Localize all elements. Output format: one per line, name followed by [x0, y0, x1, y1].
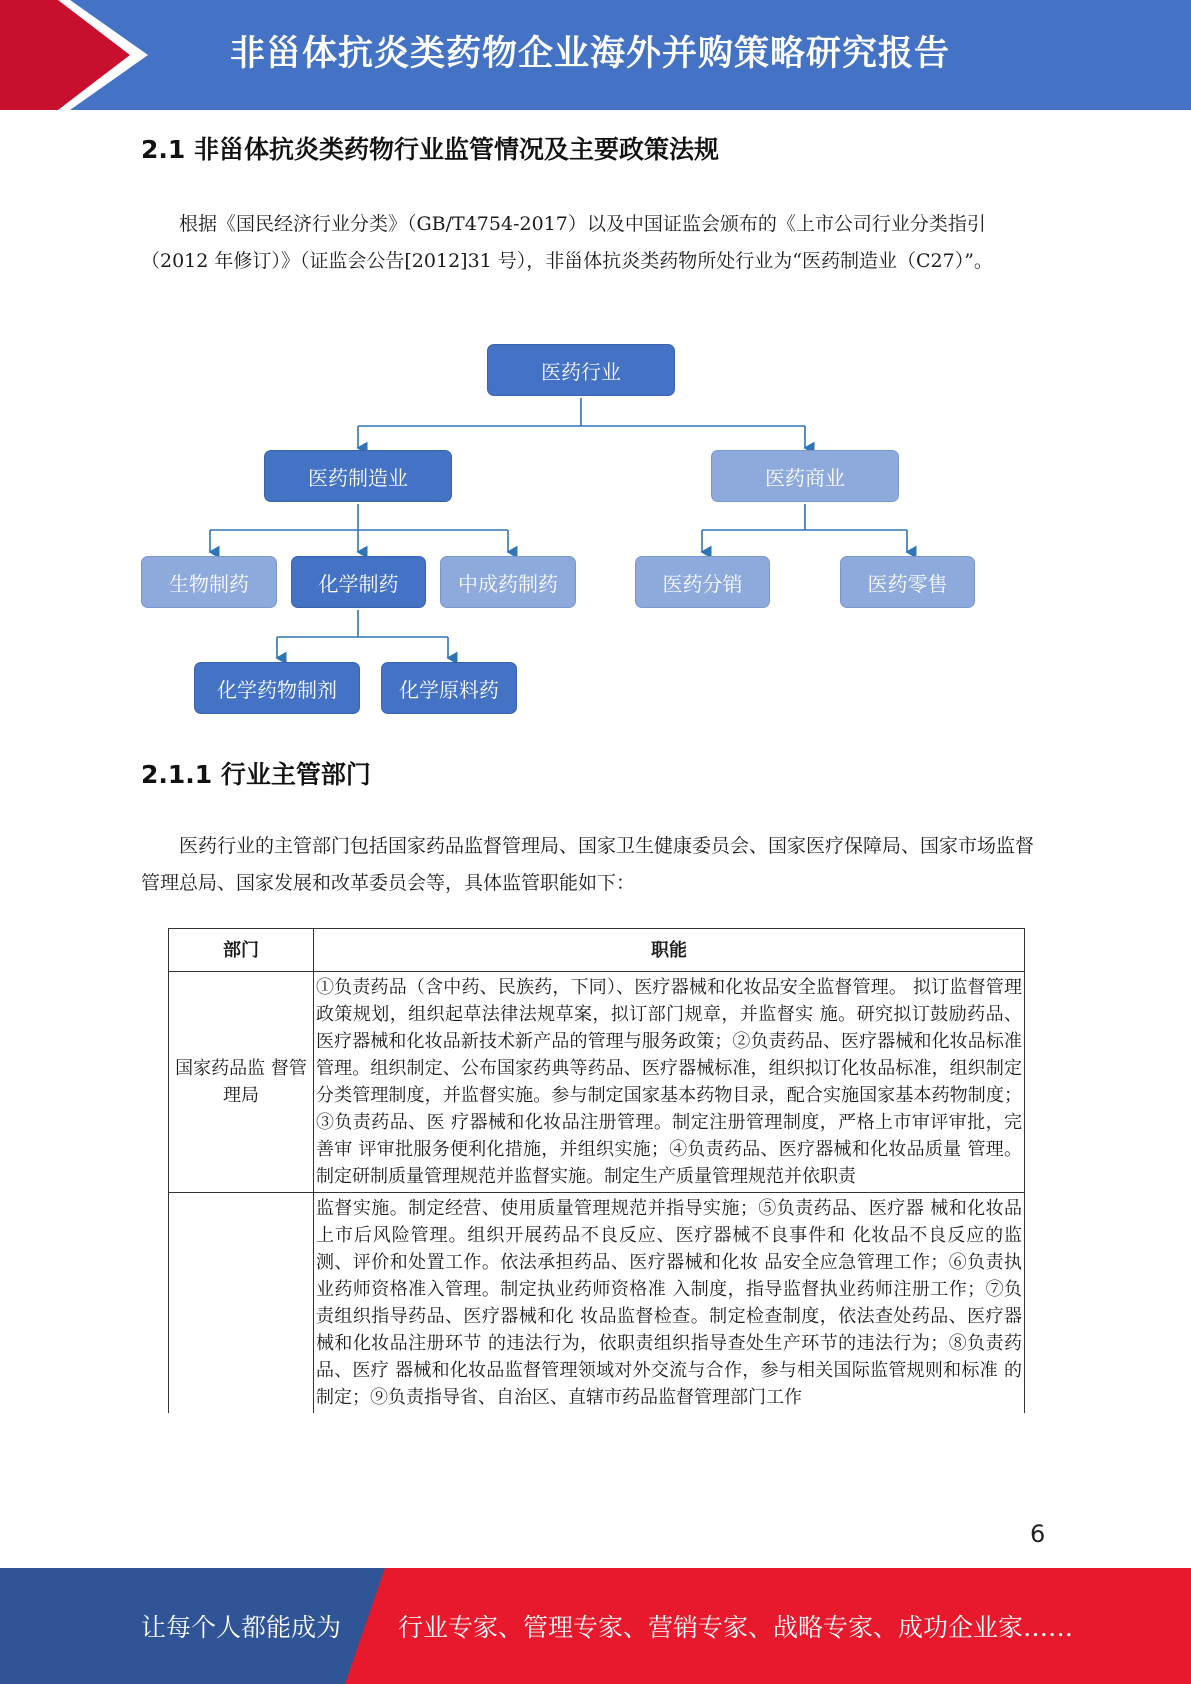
table-row — [169, 972, 1025, 1193]
table-cell-duty: 监督实施。制定经营、使用质量管理规范并指导实施；⑤负责药品、医疗器 械和化妆品上市后风险管理。组织开展药品不良反应、医疗器械不良事件和 化妆品不良反应的监测、评价和处置工作。依法承担药品、医疗器械和化妆 品安全应急管理工作；⑥负责执业药师资格准入管理。制定执业药师资格准 入制度，指导监督执业药师注册工作；⑦负责组织指导药品、医疗器械和化 妆品监督检查。制定检查制度，依法查处药品、医疗器械和化妆品注册环节 的违法行为，依职责组织指导查处生产环节的违法行为；⑧负责药品、医疗 器械和化妆品监督管理领域对外交流与合作，参与相关国际监管规则和标准 的制定；⑨负责指导省、自治区、直辖市药品监督管理部门工作 — [314, 1193, 1025, 1414]
page-number: 6 — [1030, 1520, 1046, 1548]
footer-slogan-right: 行业专家、管理专家、营销专家、战略专家、成功企业家…… — [398, 1613, 1074, 1642]
org-node-tcm-pharma: 中成药制药 — [440, 556, 576, 608]
org-node-retail: 医药零售 — [840, 556, 975, 608]
header-title: 非甾体抗炎类药物企业海外并购策略研究报告 — [230, 34, 951, 74]
section-intro-text: 根据《国民经济行业分类》（GB/T4754-2017）以及中国证监会颁布的《上市公司行业分类指引（2012 年修订）》（证监会公告[2012]31 号），非甾体抗炎类药物所处行业为“医药制造业（C27）”。 — [141, 213, 993, 272]
table-cell-dept: 国家药品监 督管理局 — [169, 972, 314, 1193]
table-header-dept: 部门 — [169, 929, 314, 972]
table-cell-dept — [169, 1193, 314, 1414]
org-node-biopharma: 生物制药 — [141, 556, 277, 608]
footer-slogan-left: 让每个人都能成为 — [141, 1613, 342, 1642]
table-header-duty: 职能 — [314, 929, 1025, 972]
subsection-intro-paragraph — [141, 828, 1051, 902]
header-arrow-logo — [0, 0, 160, 110]
table-header-row — [169, 929, 1025, 972]
subsection-heading: 2.1.1 行业主管部门 — [141, 760, 371, 789]
table-cell-duty: ①负责药品（含中药、民族药，下同）、医疗器械和化妆品安全监督管理。 拟订监督管理政策规划，组织起草法律法规草案，拟订部门规章，并监督实 施。研究拟订鼓励药品、医疗器械和化妆品新技术新产品的管理与服务政策；②负责药品、医疗器械和化妆品标准管理。组织制定、公布国家药典等药品、医疗器械标准，组织拟订化妆品标准，组织制定分类管理制度，并监督实施。参与制定国家基本药物目录，配合实施国家基本药物制度；③负责药品、医 疗器械和化妆品注册管理。制定注册管理制度，严格上市审评审批，完善审 评审批服务便利化措施，并组织实施；④负责药品、医疗器械和化妆品质量 管理。制定研制质量管理规范并监督实施。制定生产质量管理规范并依职责 — [314, 972, 1025, 1193]
section-heading: 2.1 非甾体抗炎类药物行业监管情况及主要政策法规 — [141, 135, 719, 164]
page-header — [0, 0, 1191, 110]
org-node-chemical-api: 化学原料药 — [381, 662, 517, 714]
subsection-intro-text: 医药行业的主管部门包括国家药品监督管理局、国家卫生健康委员会、国家医疗保障局、国家市场监督管理总局、国家发展和改革委员会等，具体监管职能如下： — [141, 835, 1035, 894]
org-node-chemical-preparations: 化学药物制剂 — [194, 662, 360, 714]
org-node-distribution: 医药分销 — [635, 556, 770, 608]
section-intro-paragraph — [141, 206, 1051, 280]
org-node-manufacturing: 医药制造业 — [264, 450, 452, 502]
org-node-chemical-pharma: 化学制药 — [291, 556, 426, 608]
table-row — [169, 1193, 1025, 1414]
page-footer — [0, 1568, 1191, 1684]
industry-org-chart — [0, 330, 1191, 730]
regulator-duties-table — [168, 928, 1025, 1413]
org-node-commerce: 医药商业 — [711, 450, 899, 502]
org-node-root: 医药行业 — [487, 344, 675, 396]
